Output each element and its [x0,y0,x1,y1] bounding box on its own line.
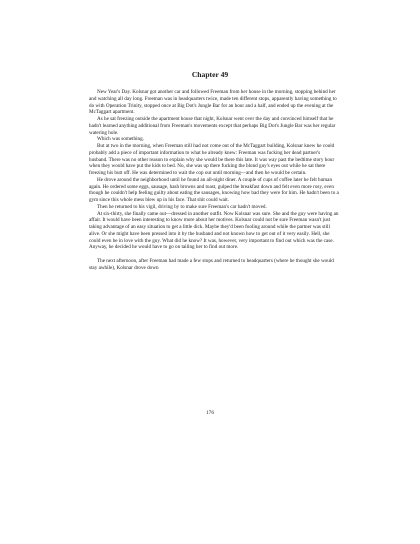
chapter-title: Chapter 49 [191,70,229,79]
paragraph: The next afternoon, after Freeman had made a few stops and returned to headquarters (where he thought she would stay awhile), Kolsnar drove down [89,257,334,271]
paragraph: But at two in the morning, when Freeman still had not come out of the McTaggart building, Kolsnar knew he could probably add a piece of important information to what he already knew: Freeman was fucking her dead partner's husband. There was no other reason to explain why she would be there this late. It was way past the bedtime story hour when they would have put the kids to bed. No, she was up there fucking the blond guy's eyes out while he sat there freezing his butt off. He was determined to wait the cop out until morning—and then he would be certain. [89,143,335,176]
paragraph: Then he returned to his vigil, driving by to make sure Freeman's car hadn't moved. [97,203,267,210]
paragraph: At six-thirty, she finally came out—dressed in another outfit. Now Kolsnar was sure. She and the guy were having an affair. It would have been interesting to know more about her motives. Kolsnar could not be sure Freeman wasn't just taking advantage of an easy situation to get a little dick. Maybe they'd been fooling around while the partner was still alive. Or she might have been pressed into it by the husband and not known how to get out of it very easily. Hell, she could even be in love with the guy. What did he know? It was, however, very important to find out which was the case. Anyway, he decided he would have to go on tailing her to find out more. [89,210,339,251]
paragraph: New Year's Day. Kolsnar got another car and followed Freeman from her house in the morning, stopping behind her and watching all day long. Freeman was in headquarters twice, made ten different stops, apparently having something to do with Operation Trinity, stopped once at Big Dot's Jungle Bar for an hour and a half, and ended up the evening at the McTaggart apartment. [89,89,337,116]
paragraph: Which was something. [97,136,144,143]
page-number: 176 [206,410,214,416]
paragraph: He drove around the neighborhood until he found an all-night diner. A couple of cups of coffee later he felt human again. He ordered some eggs, sausage, hash browns and toast, gulped the breakfast down and felt even more rosy, even though he couldn't help feeling guilty about eating the sausages, knowing how bad they were for him. He hadn't been to a gym since this whole mess blew up in his face. That shit could wait. [89,176,339,203]
body-text [89,89,339,271]
paragraph: As he sat freezing outside the apartment house that night, Kolsnar went over the day and convinced himself that he hadn't learned anything additional from Freeman's movements except that perhaps Big Dot's Jungle Bar was her regular watering hole. [89,116,336,136]
